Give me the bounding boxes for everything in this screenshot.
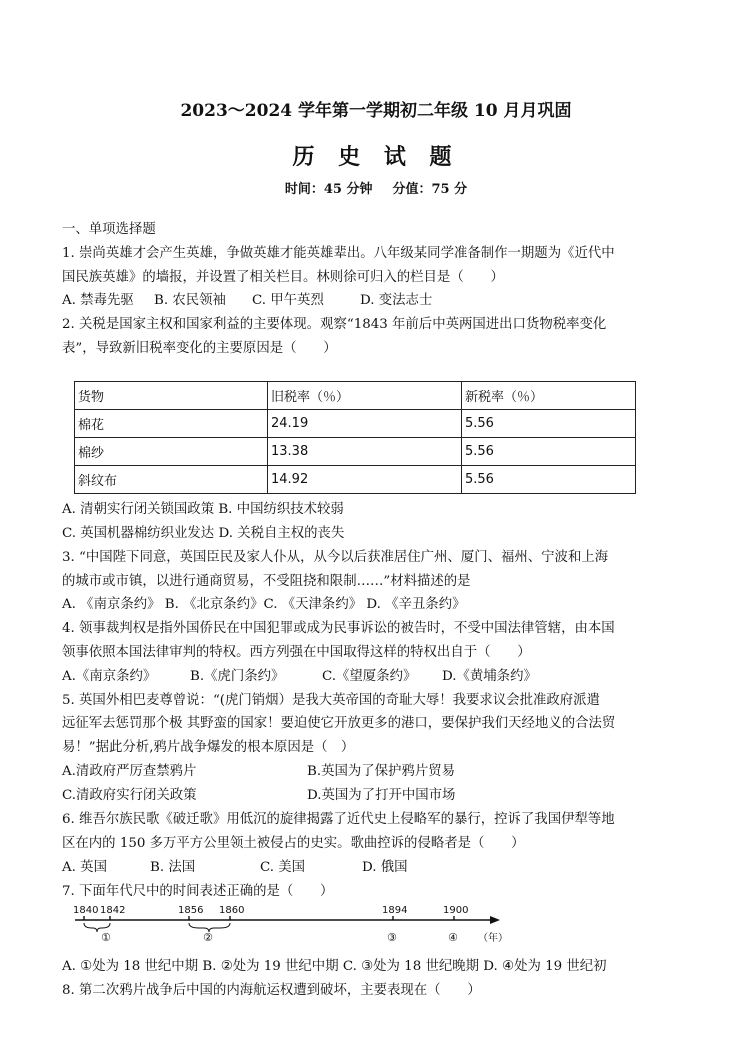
q8-line1: 8. 第二次鸦片战争后中国的内海航运权遭到破坏，主要表现在（ ） (62, 983, 481, 998)
table-header-cell: 旧税率（％） (268, 382, 462, 410)
table-cell: 棉花 (75, 410, 268, 438)
table-row (75, 438, 636, 466)
mark-4: ④ (448, 931, 458, 944)
q2-options-cd: C. 英国机器棉纺织业发达 D. 关税自主权的丧失 (62, 526, 345, 541)
timeline-arrow (490, 916, 500, 924)
exam-time: 时间：45 分钟 (284, 182, 373, 197)
year-1856: 1856 (178, 905, 204, 916)
year-1842: 1842 (100, 905, 126, 916)
q6-option-a: A. 英国 (62, 860, 107, 875)
q2-line2: 表”，导致新旧税率变化的主要原因是（ ） (62, 341, 337, 356)
year-1900: 1900 (443, 905, 469, 916)
table-cell: 14.92 (268, 466, 462, 494)
q7-options: A. ①处为 18 世纪中期 B. ②处为 19 世纪中期 C. ③处为 18 世纪晚期 D. ④处为 19 世纪初 (62, 959, 607, 974)
mark-1: ① (101, 931, 111, 944)
q6-line2: 区在内的 150 多万平方公里领土被侵占的史实。歌曲控诉的侵略者是（ ） (62, 836, 525, 851)
subject-title: 历 史 试 题 (292, 144, 460, 170)
tax-rate-table (74, 381, 636, 494)
q2-options-ab: A. 清朝实行闭关锁国政策 B. 中国纺织技术较弱 (62, 502, 344, 517)
table-cell: 棉纱 (75, 438, 268, 466)
table-row (75, 466, 636, 494)
mark-3: ③ (387, 931, 397, 944)
mark-2: ② (203, 931, 213, 944)
q6-options (62, 858, 408, 878)
q5-line2: 远征军去惩罚那个极 其野蛮的国家！要迫使它开放更多的港口，要保护我们天经地义的合法贸 (62, 716, 616, 731)
exam-meta (0, 178, 752, 197)
year-1840: 1840 (73, 905, 99, 916)
q4-option-a: A.《南京条约》 (62, 669, 157, 684)
timeline-ruler (62, 905, 522, 945)
q3-options: A. 《南京条约》 B. 《北京条约》C. 《天津条约》 D. 《辛丑条约》 (62, 597, 466, 612)
q5-option-c: C.清政府实行闭关政策 (62, 788, 197, 803)
table-cell: 斜纹布 (75, 466, 268, 494)
q1-line2: 国民族英雄》的墙报，并设置了相关栏目。林则徐可归入的栏目是（ ） (62, 270, 504, 285)
q1-option-b: B. 农民领袖 (154, 293, 226, 308)
table-cell: 5.56 (462, 466, 636, 494)
q3-line2: 的城市或市镇，以进行通商贸易，不受阻挠和限制……”材料描述的是 (62, 574, 471, 589)
section-heading: 一、单项选择题 (62, 222, 156, 237)
table-header-cell: 新税率（％） (462, 382, 636, 410)
q1-options (62, 291, 432, 311)
q1-option-a: A. 禁毒先驱 (62, 293, 134, 308)
year-1860: 1860 (219, 905, 245, 916)
table-cell: 5.56 (462, 438, 636, 466)
q6-option-d: D. 俄国 (362, 860, 408, 875)
q4-option-b: B.《虎门条约》 (190, 669, 285, 684)
year-1894: 1894 (382, 905, 408, 916)
timeline-unit: （年） (478, 933, 508, 944)
table-cell: 13.38 (268, 438, 462, 466)
q4-options (62, 667, 537, 687)
q1-option-d: D. 变法志士 (360, 293, 433, 308)
table-cell: 5.56 (462, 410, 636, 438)
exam-title: 2023～2024 学年第一学期初二年级 10 月月巩固 (180, 101, 572, 121)
q1-line1: 1. 崇尚英雄才会产生英雄，争做英雄才能英雄辈出。八年级某同学准备制作一期题为《近代中 (62, 246, 615, 261)
q5-line3: 易！”据此分析,鸦片战争爆发的根本原因是（ ） (62, 740, 355, 755)
q4-line1: 4. 领事裁判权是指外国侨民在中国犯罪或成为民事诉讼的被告时，不受中国法律管辖，由本国 (62, 621, 615, 636)
table-cell: 24.19 (268, 410, 462, 438)
q6-line1: 6. 维吾尔族民歌《破迁歌》用低沉的旋律揭露了近代史上侵略军的暴行，控诉了我国伊犁等地 (62, 812, 615, 827)
q1-option-c: C. 甲午英烈 (252, 293, 324, 308)
table-header-cell: 货物 (75, 382, 268, 410)
q4-line2: 领事依照本国法律审判的特权。西方列强在中国取得这样的特权出自于（ ） (62, 645, 531, 660)
q6-option-b: B. 法国 (150, 860, 196, 875)
q3-line1: 3. “中国陛下同意，英国臣民及家人仆从，从今以后获准居住广州、厦门、福州、宁波和上海 (62, 550, 609, 565)
exam-score: 分值：75 分 (392, 182, 468, 197)
q7-line1: 7. 下面年代尺中的时间表述正确的是（ ） (62, 884, 334, 899)
q5-option-b: B.英国为了保护鸦片贸易 (307, 764, 456, 779)
table-row (75, 410, 636, 438)
table-header-row (75, 382, 636, 410)
q6-option-c: C. 美国 (260, 860, 306, 875)
q4-option-d: D.《黄埔条约》 (442, 669, 537, 684)
q5-option-a: A.清政府严厉查禁鸦片 (62, 764, 197, 779)
q5-line1: 5. 英国外相巴麦尊曾说：“(虎门销烟）是我大英帝国的奇耻大辱！我要求议会批准政府派遣 (62, 693, 600, 708)
q4-option-c: C.《望厦条约》 (322, 669, 417, 684)
q2-line1: 2. 关税是国家主权和国家利益的主要体现。观察“1843 年前后中英两国进出口货物税率变化 (62, 317, 607, 332)
q5-option-d: D.英国为了打开中国市场 (307, 788, 456, 803)
